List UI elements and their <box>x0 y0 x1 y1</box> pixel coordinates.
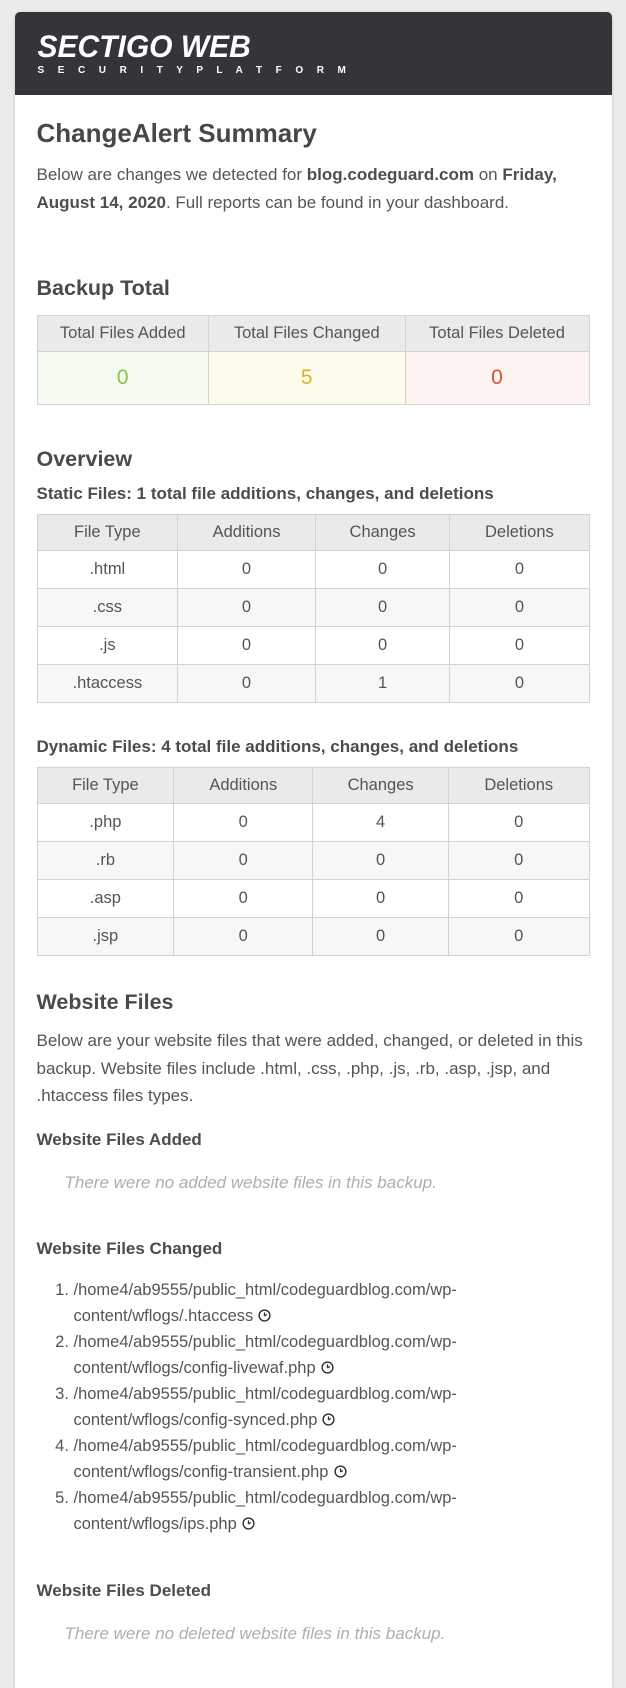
cell-deletions: 0 <box>449 804 590 842</box>
table-row-jsp <box>37 918 589 956</box>
col-file-type: File Type <box>37 768 174 804</box>
table-row-js <box>37 627 589 665</box>
cell-deletions: 0 <box>450 589 589 627</box>
deleted-empty-note: There were no deleted website files in this backup. <box>64 1623 446 1643</box>
cell-deletions: 0 <box>449 880 590 918</box>
col-total-files-added: Total Files Added <box>37 316 209 352</box>
added-empty-note: There were no added website files in this backup. <box>64 1172 437 1192</box>
cell-deletions: 0 <box>450 551 589 589</box>
list-item <box>74 1277 504 1329</box>
cell-changes: 1 <box>315 665 450 703</box>
total-added-value: 0 <box>37 352 209 405</box>
backup-total-value-row <box>37 352 589 405</box>
cell-file-type: .asp <box>37 880 174 918</box>
website-files-description: Below are your website files that were added, changed, or deleted in this backup. Website files include .html, .css, .php, .js, .rb, .asp, .jsp, and .htaccess files types. <box>36 1031 583 1105</box>
file-path: /​home4/​ab9555/​public_html/​codeguardblog.com/​wp-content/​wflogs/​config-synced.php <box>73 1384 457 1429</box>
cell-file-type: .css <box>37 589 178 627</box>
col-additions: Additions <box>174 768 313 804</box>
cell-additions: 0 <box>178 589 316 627</box>
cell-additions: 0 <box>178 551 316 589</box>
cell-additions: 0 <box>174 842 313 880</box>
email-card <box>15 12 612 1688</box>
cell-file-type: .php <box>37 804 174 842</box>
history-clock-icon[interactable] <box>258 1309 271 1322</box>
file-path: /​home4/​ab9555/​public_html/​codeguardblog.com/​wp-content/​wflogs/​config-transient.php <box>73 1436 457 1481</box>
table-row-php <box>37 804 589 842</box>
history-clock-icon[interactable] <box>321 1361 334 1374</box>
cell-additions: 0 <box>174 918 313 956</box>
cell-file-type: .jsp <box>37 918 174 956</box>
col-additions: Additions <box>178 515 316 551</box>
cell-changes: 0 <box>315 627 450 665</box>
changed-files-list <box>37 1277 590 1537</box>
cell-file-type: .html <box>37 551 178 589</box>
cell-file-type: .htaccess <box>37 665 178 703</box>
site-domain: blog.codeguard.com <box>306 165 474 184</box>
report-date: Friday, August 14, 2020 <box>36 165 557 212</box>
total-deleted-value: 0 <box>405 352 589 405</box>
history-clock-icon[interactable] <box>242 1517 255 1530</box>
col-changes: Changes <box>313 768 449 804</box>
file-path: /​home4/​ab9555/​public_html/​codeguardblog.com/​wp-content/​wflogs/​ips.php <box>73 1488 457 1533</box>
website-files-heading: Website Files <box>36 990 174 1014</box>
col-deletions: Deletions <box>450 515 589 551</box>
cell-file-type: .rb <box>37 842 174 880</box>
email-content <box>15 95 612 1670</box>
page-title: ChangeAlert Summary <box>36 118 317 148</box>
history-clock-icon[interactable] <box>334 1465 347 1478</box>
static-files-heading: Static Files: 1 total file additions, changes, and deletions <box>36 484 494 503</box>
col-total-files-deleted: Total Files Deleted <box>405 316 589 352</box>
header-banner <box>15 12 612 95</box>
static-files-table <box>37 514 590 703</box>
total-changed-value: 5 <box>209 352 405 405</box>
col-total-files-changed: Total Files Changed <box>209 316 405 352</box>
intro-suffix: . Full reports can be found in your dashboard. <box>165 192 509 212</box>
intro-prefix: Below are changes we detected for <box>36 165 307 184</box>
file-path: /​home4/​ab9555/​public_html/​codeguardblog.com/​wp-content/​wflogs/​.htaccess <box>73 1280 457 1325</box>
col-deletions: Deletions <box>449 768 590 804</box>
cell-deletions: 0 <box>449 842 590 880</box>
cell-changes: 4 <box>313 804 449 842</box>
history-clock-icon[interactable] <box>322 1413 335 1426</box>
cell-additions: 0 <box>178 665 316 703</box>
file-path: /​home4/​ab9555/​public_html/​codeguardblog.com/​wp-content/​wflogs/​config-livewaf.php <box>73 1332 457 1377</box>
cell-deletions: 0 <box>450 627 589 665</box>
website-files-deleted-heading: Website Files Deleted <box>36 1580 211 1600</box>
website-files-changed-heading: Website Files Changed <box>36 1238 223 1258</box>
table-row-htaccess <box>37 665 589 703</box>
cell-changes: 0 <box>315 551 450 589</box>
cell-changes: 0 <box>313 842 449 880</box>
website-files-added-heading: Website Files Added <box>36 1129 202 1149</box>
logo-title: SECTIGO WEB <box>37 29 251 65</box>
cell-file-type: .js <box>37 627 178 665</box>
backup-total-heading: Backup Total <box>36 276 170 300</box>
backup-total-header-row <box>37 316 589 352</box>
table-row-asp <box>37 880 589 918</box>
cell-additions: 0 <box>174 804 313 842</box>
list-item <box>74 1433 504 1485</box>
cell-deletions: 0 <box>449 918 590 956</box>
table-row-rb <box>37 842 589 880</box>
cell-additions: 0 <box>174 880 313 918</box>
dynamic-table-header-row <box>37 768 589 804</box>
list-item <box>74 1485 504 1537</box>
intro-text <box>37 161 590 216</box>
dynamic-files-table <box>37 767 590 956</box>
cell-changes: 0 <box>313 918 449 956</box>
cell-additions: 0 <box>178 627 316 665</box>
intro-on: on <box>473 165 503 184</box>
cell-deletions: 0 <box>450 665 589 703</box>
table-row-html <box>37 551 589 589</box>
sectigo-logo <box>38 31 592 77</box>
dynamic-files-heading: Dynamic Files: 4 total file additions, changes, and deletions <box>36 737 519 756</box>
col-file-type: File Type <box>37 515 178 551</box>
col-changes: Changes <box>315 515 450 551</box>
cell-changes: 0 <box>315 589 450 627</box>
list-item <box>74 1381 504 1433</box>
logo-subtitle: S E C U R I T Y P L A T F O R M <box>37 65 352 76</box>
table-row-css <box>37 589 589 627</box>
backup-total-table <box>37 315 590 405</box>
list-item <box>74 1329 504 1381</box>
static-table-header-row <box>37 515 589 551</box>
cell-changes: 0 <box>313 880 449 918</box>
overview-heading: Overview <box>36 447 133 471</box>
